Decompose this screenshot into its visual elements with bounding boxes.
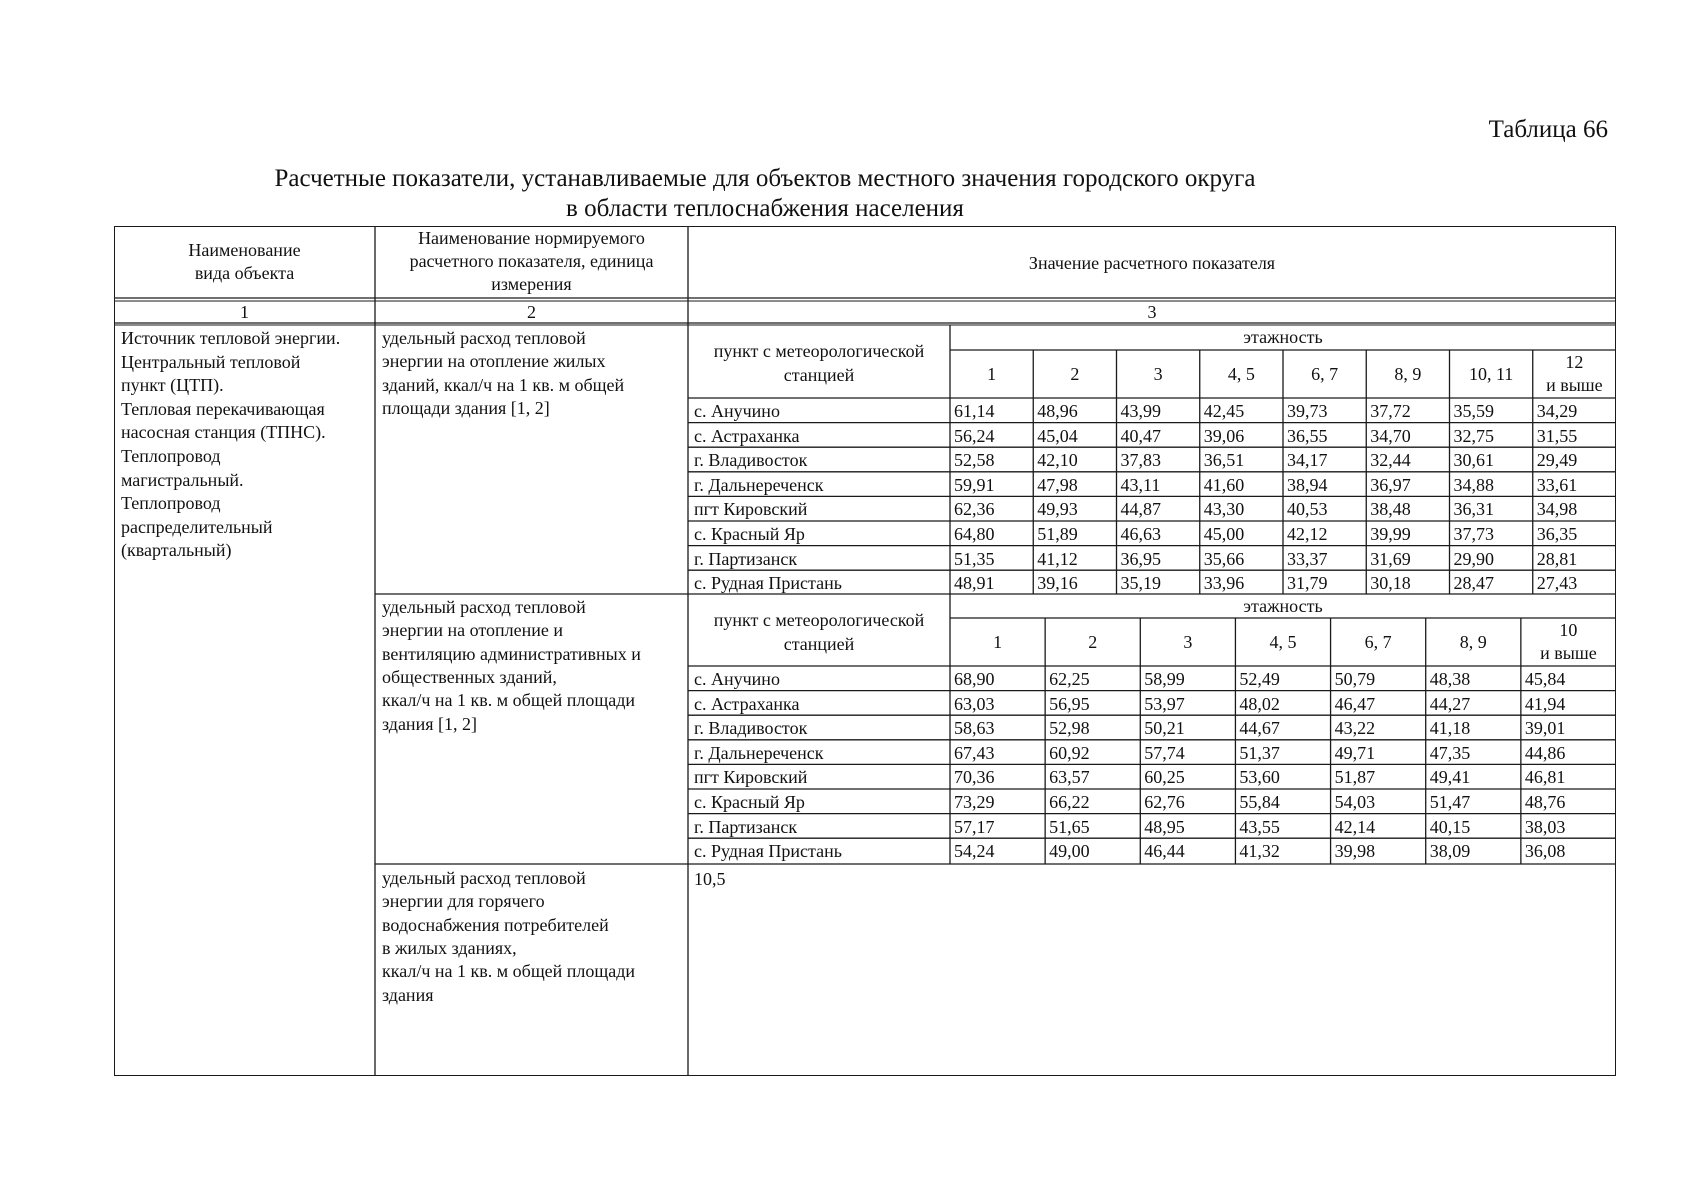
- object-type-item: распределительный: [121, 516, 273, 537]
- table-value-cell: 38,03: [1524, 816, 1566, 837]
- table-value-cell: 36,31: [1453, 499, 1494, 520]
- station-name: г. Партизанск: [694, 548, 798, 569]
- object-type-item: магистральный.: [121, 469, 244, 490]
- table-value-cell: 42,14: [1334, 816, 1376, 837]
- object-type-header: Наименование: [188, 240, 301, 260]
- table-value-cell: 30,61: [1453, 450, 1494, 471]
- table-value-cell: 58,63: [954, 718, 995, 739]
- floors-column-header: 6, 7: [1364, 632, 1392, 652]
- table-value-cell: 35,66: [1203, 548, 1245, 569]
- table-value-cell: 49,41: [1429, 767, 1471, 788]
- table-value-cell: 62,25: [1049, 669, 1090, 689]
- column-number-1: 1: [240, 302, 249, 322]
- table-value-cell: 36,55: [1287, 425, 1328, 446]
- table-value-cell: 53,60: [1239, 767, 1280, 788]
- table-value-cell: 60,25: [1144, 767, 1185, 788]
- table-value-cell: 49,93: [1037, 499, 1078, 520]
- table-value-cell: 39,99: [1370, 524, 1411, 544]
- table-value-cell: 67,43: [954, 742, 995, 763]
- table-value-cell: 33,37: [1287, 548, 1328, 569]
- table-value-cell: 31,69: [1370, 548, 1411, 569]
- table-value-cell: 38,09: [1429, 841, 1471, 862]
- station-name: пгт Кировский: [694, 499, 808, 520]
- station-name: г. Владивосток: [694, 718, 808, 739]
- table-value-cell: 45,04: [1037, 425, 1078, 446]
- table-value-cell: 40,15: [1429, 816, 1471, 837]
- station-name: г. Партизанск: [694, 816, 798, 837]
- table-value-cell: 27,43: [1536, 573, 1578, 594]
- object-type-item: пункт (ЦТП).: [121, 375, 224, 396]
- indicator-text: зданий, ккал/ч на 1 кв. м общей: [382, 374, 625, 395]
- floors-column-header: и выше: [1540, 643, 1597, 663]
- table-value-cell: 51,47: [1429, 792, 1471, 812]
- table-value-cell: 44,86: [1524, 742, 1566, 763]
- table-value-cell: 60,92: [1049, 742, 1090, 763]
- table-value-cell: 46,44: [1144, 841, 1185, 862]
- table-value-cell: 56,24: [954, 425, 995, 446]
- indicator-text: удельный расход тепловой: [382, 868, 586, 888]
- title-line-1: Расчетные показатели, устанавливаемые для объектов местного значения городского округа: [274, 165, 1256, 192]
- indicator-text: здания: [382, 984, 434, 1005]
- station-name: г. Дальнереченск: [694, 742, 824, 763]
- column-number-2: 2: [527, 302, 536, 322]
- station-name: с. Анучино: [694, 669, 780, 689]
- object-type-header: вида объекта: [194, 263, 295, 283]
- table-value-cell: 44,27: [1429, 693, 1471, 714]
- table-value-cell: 63,03: [954, 693, 995, 714]
- table-value-cell: 43,99: [1120, 401, 1161, 421]
- table-value-cell: 46,47: [1334, 693, 1376, 714]
- table-value-cell: 34,98: [1536, 499, 1578, 520]
- table-value-cell: 52,58: [954, 450, 995, 471]
- floors-column-header: и выше: [1546, 375, 1603, 395]
- table-value-cell: 29,90: [1453, 548, 1494, 569]
- table-value-cell: 34,17: [1287, 450, 1328, 471]
- table-value-cell: 38,94: [1287, 474, 1328, 495]
- table-value-cell: 39,98: [1334, 841, 1376, 862]
- table-value-cell: 36,97: [1370, 474, 1411, 495]
- table-value-cell: 66,22: [1049, 792, 1090, 812]
- table-value-cell: 34,70: [1370, 425, 1411, 446]
- indicator-text: вентиляцию административных и: [382, 643, 641, 664]
- table-value-cell: 51,65: [1049, 816, 1090, 837]
- table-value-cell: 34,29: [1536, 401, 1578, 421]
- station-name: с. Астраханка: [694, 693, 800, 714]
- table-value-cell: 43,22: [1334, 718, 1376, 739]
- station-column-header: пункт с метеорологической: [713, 341, 925, 361]
- table-value-cell: 54,24: [954, 841, 995, 862]
- indicator-text: ккал/ч на 1 кв. м общей площади: [382, 690, 636, 711]
- indicator-text: площади здания [1, 2]: [382, 397, 550, 418]
- table-value-cell: 58,99: [1144, 669, 1185, 689]
- table-value-cell: 41,60: [1203, 474, 1245, 495]
- table-value-cell: 40,53: [1287, 499, 1328, 520]
- station-name: с. Рудная Пристань: [694, 573, 842, 594]
- table-value-cell: 46,63: [1120, 524, 1161, 544]
- table-value-cell: 39,73: [1287, 401, 1328, 421]
- table-value-cell: 62,36: [954, 499, 995, 520]
- object-type-item: Центральный тепловой: [121, 351, 301, 372]
- table-value-cell: 47,35: [1429, 742, 1471, 763]
- table-value-cell: 55,84: [1239, 792, 1280, 812]
- floors-column-header: 4, 5: [1269, 632, 1297, 652]
- table-value-cell: 42,10: [1037, 450, 1078, 471]
- object-type-item: Тепловая перекачивающая: [121, 398, 325, 419]
- station-name: с. Астраханка: [694, 425, 800, 446]
- table-value-cell: 42,45: [1203, 401, 1245, 421]
- table-value-cell: 68,90: [954, 669, 995, 689]
- table-value-cell: 53,97: [1144, 693, 1185, 714]
- station-name: с. Красный Яр: [694, 524, 805, 544]
- table-value-cell: 39,01: [1524, 718, 1566, 739]
- object-type-item: Теплопровод: [121, 446, 221, 466]
- floors-column-header: 1: [993, 632, 1003, 652]
- object-type-item: (квартальный): [121, 540, 232, 561]
- table-value-cell: 47,98: [1037, 474, 1078, 495]
- table-value-cell: 48,91: [954, 573, 995, 594]
- floors-column-header: 8, 9: [1394, 364, 1422, 384]
- floors-column-header: 6, 7: [1311, 364, 1339, 384]
- station-name: г. Владивосток: [694, 450, 808, 471]
- table-value-cell: 49,00: [1049, 841, 1090, 862]
- floors-column-header: 12: [1565, 352, 1584, 372]
- table-value-cell: 34,88: [1453, 474, 1494, 495]
- object-type-item: Источник тепловой энергии.: [121, 328, 341, 348]
- table-value-cell: 48,38: [1429, 669, 1471, 689]
- table-value-cell: 62,76: [1144, 792, 1185, 812]
- table-value-cell: 33,96: [1203, 573, 1245, 594]
- station-name: г. Дальнереченск: [694, 474, 824, 495]
- indicator-text: энергии для горячего: [382, 891, 545, 912]
- floors-column-header: 4, 5: [1227, 364, 1255, 384]
- table-value-cell: 46,81: [1524, 767, 1566, 788]
- value-header: Значение расчетного показателя: [1028, 253, 1276, 273]
- table-value-cell: 28,47: [1453, 573, 1494, 594]
- indicator-text: здания [1, 2]: [382, 713, 477, 734]
- table-value-cell: 52,49: [1239, 669, 1280, 689]
- floors-column-header: 10, 11: [1468, 364, 1514, 384]
- indicator-text: водоснабжения потребителей: [382, 914, 609, 935]
- table-value-cell: 36,08: [1524, 841, 1566, 862]
- table-value-cell: 28,81: [1536, 548, 1578, 569]
- table-value-cell: 50,79: [1334, 669, 1376, 689]
- table-value-cell: 31,55: [1536, 425, 1578, 446]
- object-type-item: Теплопровод: [121, 493, 221, 514]
- table-value-cell: 38,48: [1370, 499, 1411, 520]
- table-value-cell: 41,12: [1037, 548, 1078, 569]
- indicator-text: ккал/ч на 1 кв. м общей площади: [382, 961, 636, 982]
- indicator-text: общественных зданий,: [382, 666, 557, 687]
- indicator-header: расчетного показателя, единица: [409, 251, 654, 271]
- table-value-cell: 37,73: [1453, 524, 1494, 544]
- table-value-cell: 59,91: [954, 474, 995, 495]
- table-value-cell: 48,76: [1524, 792, 1566, 812]
- table-value-cell: 39,16: [1037, 573, 1078, 594]
- document-title: [0, 164, 1530, 224]
- table-value-cell: 35,59: [1453, 401, 1494, 421]
- table-value-cell: 45,84: [1524, 669, 1566, 689]
- column-number-3: 3: [1147, 302, 1157, 322]
- station-name: с. Рудная Пристань: [694, 841, 842, 862]
- station-name: пгт Кировский: [694, 767, 808, 788]
- table-value-cell: 42,12: [1287, 524, 1328, 544]
- hot-water-value: 10,5: [694, 869, 726, 889]
- title-line-2: в области теплоснабжения населения: [566, 195, 964, 222]
- table-value-cell: 30,18: [1370, 573, 1411, 594]
- table-value-cell: 70,36: [954, 767, 995, 788]
- table-value-cell: 63,57: [1049, 767, 1090, 788]
- station-column-header: станцией: [783, 365, 855, 385]
- table-value-cell: 52,98: [1049, 718, 1090, 739]
- object-type-item: насосная станция (ТПНС).: [121, 422, 326, 443]
- table-value-cell: 35,19: [1120, 573, 1161, 594]
- indicator-text: в жилых зданиях,: [382, 937, 517, 958]
- table-value-cell: 48,95: [1144, 816, 1185, 837]
- floors-column-header: 3: [1183, 632, 1193, 652]
- table-value-cell: 44,67: [1239, 718, 1280, 739]
- table-value-cell: 57,74: [1144, 742, 1185, 763]
- table-value-cell: 43,11: [1120, 474, 1161, 495]
- table-value-cell: 43,30: [1203, 499, 1245, 520]
- table-value-cell: 43,55: [1239, 816, 1280, 837]
- indicator-text: энергии на отопление и: [382, 620, 564, 641]
- floors-header: этажность: [1243, 327, 1323, 347]
- table-value-cell: 51,37: [1239, 742, 1280, 763]
- table-value-cell: 41,94: [1524, 693, 1566, 714]
- table-value-cell: 41,18: [1429, 718, 1471, 739]
- table-value-cell: 32,75: [1453, 425, 1494, 446]
- table-value-cell: 50,21: [1144, 718, 1185, 739]
- table-value-cell: 48,96: [1037, 401, 1078, 421]
- table-value-cell: 45,00: [1203, 524, 1245, 544]
- table-value-cell: 32,44: [1370, 450, 1411, 471]
- table-value-cell: 41,32: [1239, 841, 1280, 862]
- indicator-table: [114, 226, 1616, 1076]
- table-value-cell: 54,03: [1334, 792, 1376, 812]
- station-name: с. Красный Яр: [694, 792, 805, 812]
- floors-column-header: 1: [987, 364, 997, 384]
- table-value-cell: 57,17: [954, 816, 995, 837]
- floors-column-header: 2: [1088, 632, 1098, 652]
- table-value-cell: 44,87: [1120, 499, 1161, 520]
- indicator-header: Наименование нормируемого: [418, 228, 645, 248]
- table-value-cell: 40,47: [1120, 425, 1161, 446]
- table-value-cell: 31,79: [1287, 573, 1328, 594]
- table-value-cell: 49,71: [1334, 742, 1376, 763]
- table-value-cell: 37,72: [1370, 401, 1411, 421]
- floors-column-header: 8, 9: [1459, 632, 1487, 652]
- floors-column-header: 10: [1559, 620, 1578, 640]
- table-value-cell: 61,14: [954, 401, 995, 421]
- table-value-cell: 51,87: [1334, 767, 1376, 788]
- indicator-text: удельный расход тепловой: [382, 597, 586, 617]
- floors-column-header: 3: [1153, 364, 1163, 384]
- table-value-cell: 64,80: [954, 524, 995, 544]
- table-value-cell: 36,95: [1120, 548, 1161, 569]
- station-column-header: пункт с метеорологической: [713, 610, 925, 630]
- table-value-cell: 37,83: [1120, 450, 1161, 471]
- floors-column-header: 2: [1070, 364, 1080, 384]
- indicator-text: удельный расход тепловой: [382, 328, 586, 348]
- table-value-cell: 48,02: [1239, 693, 1280, 714]
- floors-header: этажность: [1243, 596, 1323, 616]
- table-value-cell: 51,89: [1037, 524, 1078, 544]
- table-value-cell: 39,06: [1203, 425, 1245, 446]
- table-value-cell: 29,49: [1536, 450, 1578, 471]
- table-value-cell: 36,51: [1203, 450, 1245, 471]
- table-value-cell: 51,35: [954, 548, 995, 569]
- table-number: Таблица 66: [1488, 116, 1608, 143]
- table-value-cell: 56,95: [1049, 693, 1090, 714]
- indicator-header: измерения: [491, 274, 572, 294]
- table-value-cell: 73,29: [954, 792, 995, 812]
- indicator-text: энергии на отопление жилых: [382, 351, 606, 372]
- station-column-header: станцией: [783, 634, 855, 654]
- table-value-cell: 36,35: [1536, 524, 1578, 544]
- table-value-cell: 33,61: [1536, 474, 1578, 495]
- station-name: с. Анучино: [694, 401, 780, 421]
